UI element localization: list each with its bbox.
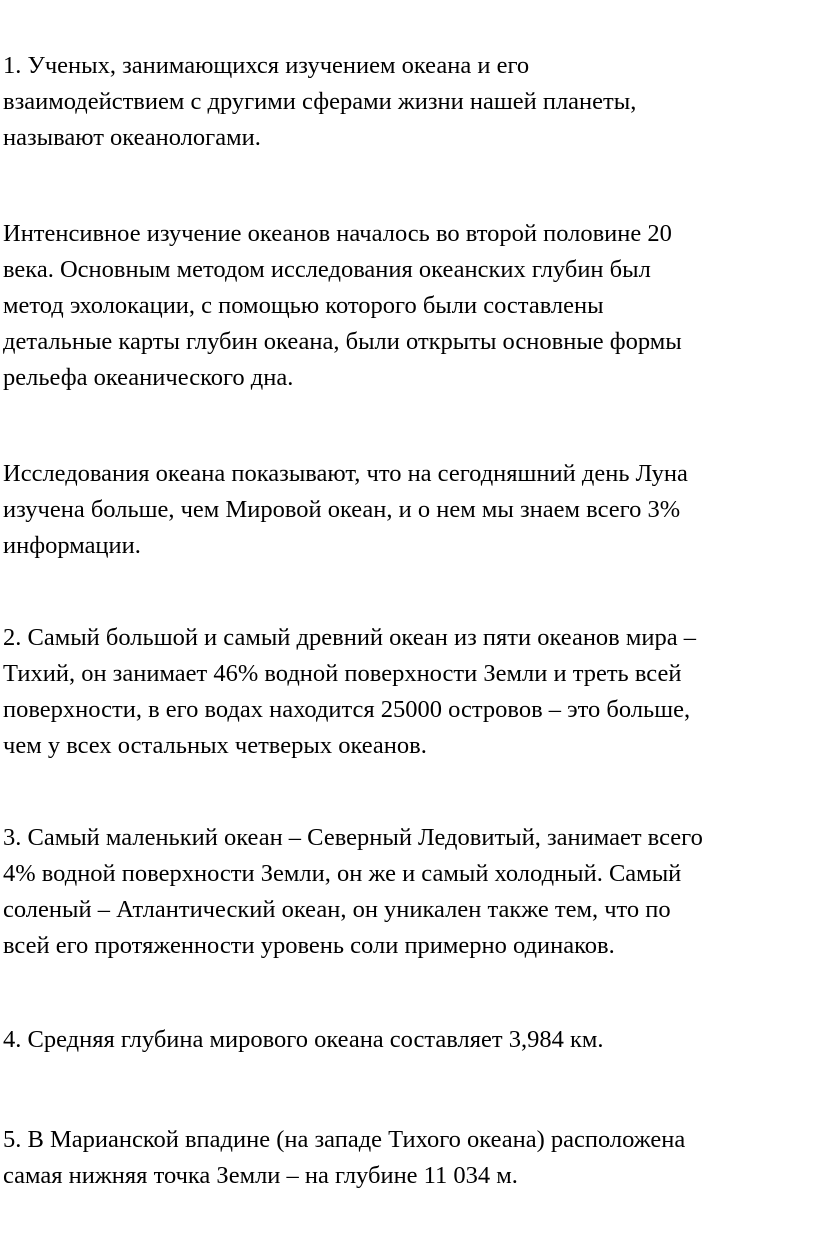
paragraph-pacific-ocean: 2. Самый большой и самый древний океан из пяти океанов мира – Тихий, он занимает 46% водной поверхности Земли и треть всей поверхности, в его водах находится 25000 островов – это больше, чем у всех остальных четверых океанов. <box>3 624 696 759</box>
paragraph-moon-comparison: Исследования океана показывают, что на сегодняшний день Луна изучена больше, чем Мировой океан, и о нем мы знаем всего 3% информации. <box>3 460 688 559</box>
paragraph-ocean-research-history: Интенсивное изучение океанов началось во второй половине 20 века. Основным методом исследования океанских глубин был метод эхолокации, с помощью которого были составлены детальные карты глубин океана, были открыты основные формы рельефа океанического дна. <box>3 220 682 391</box>
paragraph-average-depth: 4. Средняя глубина мирового океана составляет 3,984 км. <box>3 1026 604 1053</box>
paragraph-arctic-atlantic: 3. Самый маленький океан – Северный Ледовитый, занимает всего 4% водной поверхности Земли, он же и самый холодный. Самый соленый – Атлантический океан, он уникален также тем, что по всей его протяженности уровень соли примерно одинаков. <box>3 824 703 959</box>
paragraph-mariana-trench: 5. В Марианской впадине (на западе Тихого океана) расположена самая нижняя точка Земли – на глубине 11 034 м. <box>3 1126 686 1189</box>
paragraph-oceanologists: 1. Ученых, занимающихся изучением океана и его взаимодействием с другими сферами жизни нашей планеты, называют океанологами. <box>3 52 637 151</box>
